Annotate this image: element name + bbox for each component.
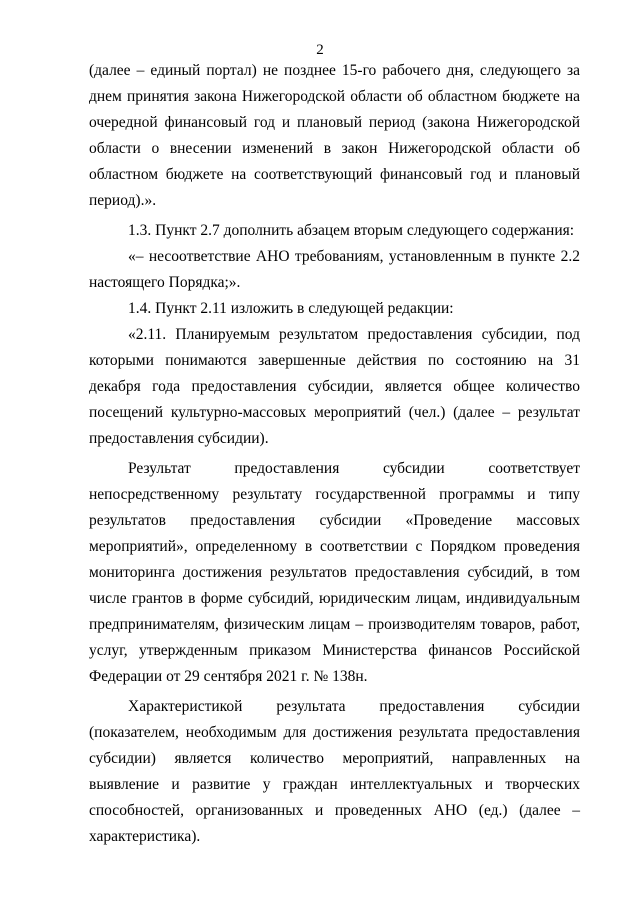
paragraph-quote-nonconformity: «– несоответствие АНО требованиям, установленным в пункте 2.2 настоящего Порядка;». (89, 248, 580, 291)
paragraph-point-2-11: «2.11. Планируемым результатом предоставления субсидии, под которыми понимаются завершенные действия по состоянию на 31 декабря года предоставления субсидии, является общее количество посещений культурно-массовых мероприятий (чел.) (далее – результат предоставления субсидии). (89, 326, 580, 447)
page-number: 2 (316, 42, 324, 58)
paragraph-item-1-3: 1.3. Пункт 2.7 дополнить абзацем вторым следующего содержания: (128, 222, 575, 239)
paragraph-result-correspondence: Результат предоставления субсидии соответствует непосредственному результату государственной программы и типу результатов предоставления субсидии «Проведение массовых мероприятий», определенному в соответствии с Порядком проведения мониторинга достижения результатов предоставления субсидий, в том числе грантов в форме субсидий, юридическим лицам, индивидуальным предпринимателям, физическим лицам – производителям товаров, работ, услуг, утвержденным приказом Министерства финансов Российской Федерации от 29 сентября 2021 г. № 138н. (89, 460, 580, 685)
paragraph-continuation: (далее – единый портал) не позднее 15-го рабочего дня, следующего за днем принятия закона Нижегородской области об областном бюджете на очередной финансовый год и плановый период (закона Нижегородской области о внесении изменений в закон Нижегородской области об областном бюджете на соответствующий финансовый год и плановый период).». (89, 62, 580, 209)
paragraph-result-characteristic: Характеристикой результата предоставления субсидии (показателем, необходимым для достижения результата предоставления субсидии) является количество мероприятий, направленных на выявление и развитие у граждан интеллектуальных и творческих способностей, организованных и проведенных АНО (ед.) (далее – характеристика). (89, 698, 580, 845)
document-body (89, 58, 580, 850)
paragraph-item-1-4: 1.4. Пункт 2.11 изложить в следующей редакции: (128, 300, 454, 317)
